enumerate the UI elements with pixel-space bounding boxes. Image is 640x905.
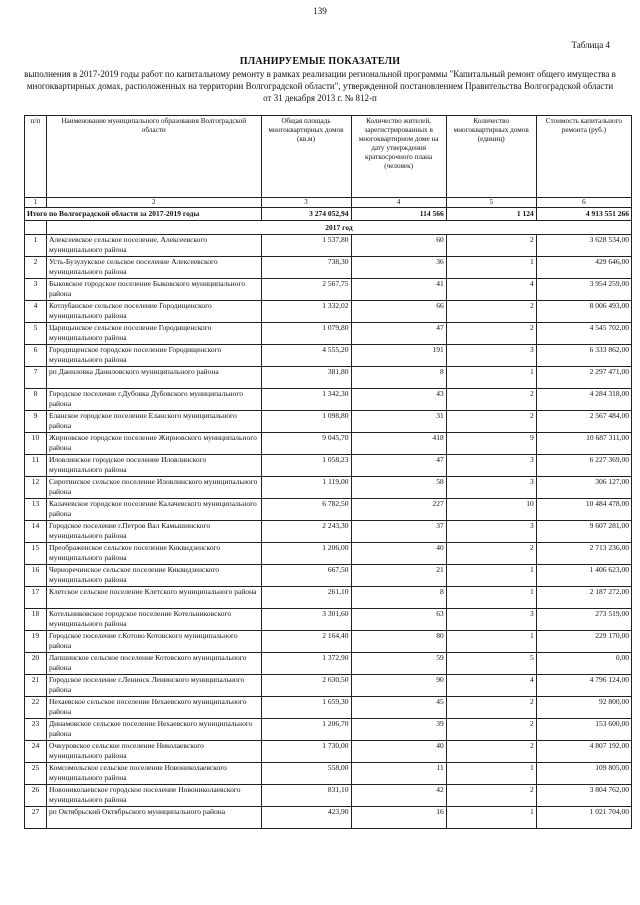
table-row xyxy=(25,455,632,477)
row-number: 13 xyxy=(25,499,47,521)
row-number: 2 xyxy=(25,257,47,279)
table-row xyxy=(25,345,632,367)
table-row xyxy=(25,543,632,565)
row-number: 8 xyxy=(25,389,47,411)
row-number: 10 xyxy=(25,433,47,455)
houses-value: 2 xyxy=(446,543,536,565)
table-row xyxy=(25,477,632,499)
area-value: 423,90 xyxy=(261,807,351,829)
houses-value: 2 xyxy=(446,389,536,411)
table-row xyxy=(25,741,632,763)
table-row xyxy=(25,719,632,741)
area-value: 558,00 xyxy=(261,763,351,785)
column-number: 4 xyxy=(351,198,446,208)
residents-value: 191 xyxy=(351,345,446,367)
residents-value: 8 xyxy=(351,587,446,609)
houses-value: 1 xyxy=(446,631,536,653)
row-number: 7 xyxy=(25,367,47,389)
year-label: 2017 год xyxy=(46,221,631,235)
year-row xyxy=(25,221,632,235)
cost-value: 109 805,00 xyxy=(536,763,631,785)
total-label: Итого по Волгоградской области за 2017-2019 годы xyxy=(25,208,262,221)
cost-value: 4 284 318,00 xyxy=(536,389,631,411)
table-row xyxy=(25,389,632,411)
municipality-name: Калачевское городское поселение Калачевского муниципального района xyxy=(46,499,261,521)
municipality-name: рп Даниловка Даниловского муниципального района xyxy=(46,367,261,389)
row-number: 17 xyxy=(25,587,47,609)
residents-value: 66 xyxy=(351,301,446,323)
municipality-name: Сиротинское сельское поселение Иловлинского муниципального района xyxy=(46,477,261,499)
table-row xyxy=(25,499,632,521)
municipality-name: Очкуровское сельское поселение Николаевского муниципального района xyxy=(46,741,261,763)
cost-value: 1 406 623,00 xyxy=(536,565,631,587)
total-cost: 4 913 551 266 xyxy=(536,208,631,221)
area-value: 1 372,90 xyxy=(261,653,351,675)
table-row xyxy=(25,279,632,301)
table-label: Таблица 4 xyxy=(571,40,610,50)
residents-value: 47 xyxy=(351,455,446,477)
row-number: 23 xyxy=(25,719,47,741)
header-houses: Количество многоквартирных домов (единиц) xyxy=(446,116,536,198)
total-residents: 114 566 xyxy=(351,208,446,221)
row-number: 18 xyxy=(25,609,47,631)
cost-value: 6 333 862,00 xyxy=(536,345,631,367)
cost-value: 229 170,00 xyxy=(536,631,631,653)
row-number: 22 xyxy=(25,697,47,719)
residents-value: 418 xyxy=(351,433,446,455)
municipality-name: Быковское городское поселение Быковского муниципального района xyxy=(46,279,261,301)
table-header-row xyxy=(25,116,632,198)
total-houses: 1 124 xyxy=(446,208,536,221)
area-value: 667,50 xyxy=(261,565,351,587)
municipality-name: Нехаевское сельское поселение Нехаевского муниципального района xyxy=(46,697,261,719)
municipality-name: Котлубанское сельское поселение Городищенского муниципального района xyxy=(46,301,261,323)
row-number: 5 xyxy=(25,323,47,345)
municipality-name: рп Октябрьский Октябрьского муниципального района xyxy=(46,807,261,829)
cost-value: 3 804 762,00 xyxy=(536,785,631,807)
table-row xyxy=(25,675,632,697)
row-number: 12 xyxy=(25,477,47,499)
area-value: 1 206,00 xyxy=(261,543,351,565)
column-number: 2 xyxy=(46,198,261,208)
row-number: 21 xyxy=(25,675,47,697)
area-value: 1 079,80 xyxy=(261,323,351,345)
area-value: 9 045,70 xyxy=(261,433,351,455)
municipality-name: Городское поселение г.Петров Вал Камышинского муниципального района xyxy=(46,521,261,543)
table-row xyxy=(25,609,632,631)
houses-value: 2 xyxy=(446,235,536,257)
houses-value: 2 xyxy=(446,741,536,763)
houses-value: 2 xyxy=(446,323,536,345)
residents-value: 8 xyxy=(351,367,446,389)
municipality-name: Котельниковское городское поселение Котельниковского муниципального района xyxy=(46,609,261,631)
cost-value: 429 646,00 xyxy=(536,257,631,279)
table-row xyxy=(25,763,632,785)
row-number: 27 xyxy=(25,807,47,829)
table-row xyxy=(25,653,632,675)
municipality-name: Динамовское сельское поселение Нехаевского муниципального района xyxy=(46,719,261,741)
cost-value: 1 021 704,00 xyxy=(536,807,631,829)
row-number: 4 xyxy=(25,301,47,323)
page-number: 139 xyxy=(313,6,327,16)
column-number-row xyxy=(25,198,632,208)
area-value: 1 537,80 xyxy=(261,235,351,257)
cost-value: 4 545 702,00 xyxy=(536,323,631,345)
row-number: 19 xyxy=(25,631,47,653)
houses-value: 9 xyxy=(446,433,536,455)
houses-value: 1 xyxy=(446,257,536,279)
column-number: 5 xyxy=(446,198,536,208)
cost-value: 10 687 311,00 xyxy=(536,433,631,455)
municipality-name: Царицынское сельское поселение Городищенского муниципального района xyxy=(46,323,261,345)
area-value: 1 730,00 xyxy=(261,741,351,763)
houses-value: 2 xyxy=(446,697,536,719)
column-number: 3 xyxy=(261,198,351,208)
municipality-name: Еланское городское поселение Еланского муниципального района xyxy=(46,411,261,433)
cost-value: 2 713 236,00 xyxy=(536,543,631,565)
houses-value: 1 xyxy=(446,565,536,587)
houses-value: 1 xyxy=(446,587,536,609)
residents-value: 40 xyxy=(351,741,446,763)
header-area: Общая площадь многоквартирных домов (кв.м) xyxy=(261,116,351,198)
cost-value: 153 600,00 xyxy=(536,719,631,741)
row-number: 24 xyxy=(25,741,47,763)
cost-value: 8 006 493,00 xyxy=(536,301,631,323)
residents-value: 60 xyxy=(351,235,446,257)
houses-value: 3 xyxy=(446,345,536,367)
residents-value: 45 xyxy=(351,697,446,719)
residents-value: 16 xyxy=(351,807,446,829)
cost-value: 306 127,00 xyxy=(536,477,631,499)
residents-value: 42 xyxy=(351,785,446,807)
houses-value: 3 xyxy=(446,521,536,543)
row-number: 9 xyxy=(25,411,47,433)
area-value: 1 206,70 xyxy=(261,719,351,741)
residents-value: 31 xyxy=(351,411,446,433)
houses-value: 10 xyxy=(446,499,536,521)
residents-value: 47 xyxy=(351,323,446,345)
cost-value: 2 187 272,00 xyxy=(536,587,631,609)
area-value: 2 567,75 xyxy=(261,279,351,301)
houses-value: 1 xyxy=(446,763,536,785)
municipality-name: Лапшинское сельское поселение Котовского муниципального района xyxy=(46,653,261,675)
row-number: 25 xyxy=(25,763,47,785)
cost-value: 6 227 369,00 xyxy=(536,455,631,477)
table-row xyxy=(25,587,632,609)
houses-value: 5 xyxy=(446,653,536,675)
residents-value: 11 xyxy=(351,763,446,785)
cost-value: 3 628 534,00 xyxy=(536,235,631,257)
residents-value: 43 xyxy=(351,389,446,411)
table-row xyxy=(25,235,632,257)
area-value: 3 301,60 xyxy=(261,609,351,631)
houses-value: 2 xyxy=(446,411,536,433)
area-value: 831,10 xyxy=(261,785,351,807)
table-row xyxy=(25,521,632,543)
area-value: 4 555,20 xyxy=(261,345,351,367)
houses-value: 2 xyxy=(446,301,536,323)
table-row xyxy=(25,367,632,389)
row-number: 14 xyxy=(25,521,47,543)
municipality-name: Иловлинское городское поселение Иловлинского муниципального района xyxy=(46,455,261,477)
area-value: 2 630,50 xyxy=(261,675,351,697)
row-number: 20 xyxy=(25,653,47,675)
houses-value: 3 xyxy=(446,455,536,477)
houses-value: 4 xyxy=(446,675,536,697)
houses-value: 2 xyxy=(446,719,536,741)
area-value: 6 782,50 xyxy=(261,499,351,521)
municipality-name: Алексеевское сельское поселение, Алексеевского муниципального района xyxy=(46,235,261,257)
residents-value: 58 xyxy=(351,477,446,499)
area-value: 381,80 xyxy=(261,367,351,389)
table-row xyxy=(25,301,632,323)
area-value: 2 243,30 xyxy=(261,521,351,543)
municipality-name: Усть-Бузулукское сельское поселение Алексеевского муниципального района xyxy=(46,257,261,279)
area-value: 1 098,80 xyxy=(261,411,351,433)
table-row xyxy=(25,807,632,829)
cost-value: 92 800,00 xyxy=(536,697,631,719)
table-row xyxy=(25,565,632,587)
header-number: п/п xyxy=(25,116,47,198)
year-spacer xyxy=(25,221,47,235)
column-number: 1 xyxy=(25,198,47,208)
residents-value: 63 xyxy=(351,609,446,631)
row-number: 11 xyxy=(25,455,47,477)
cost-value: 4 807 192,00 xyxy=(536,741,631,763)
residents-value: 227 xyxy=(351,499,446,521)
cost-value: 2 567 484,00 xyxy=(536,411,631,433)
area-value: 1 659,30 xyxy=(261,697,351,719)
table-row xyxy=(25,257,632,279)
cost-value: 3 954 259,00 xyxy=(536,279,631,301)
municipality-name: Городское поселение г.Ленинск Ленинского муниципального района xyxy=(46,675,261,697)
area-value: 1 119,00 xyxy=(261,477,351,499)
row-number: 26 xyxy=(25,785,47,807)
cost-value: 4 796 124,00 xyxy=(536,675,631,697)
total-area: 3 274 052,94 xyxy=(261,208,351,221)
table-row xyxy=(25,323,632,345)
houses-value: 4 xyxy=(446,279,536,301)
area-value: 738,30 xyxy=(261,257,351,279)
houses-value: 2 xyxy=(446,785,536,807)
residents-value: 36 xyxy=(351,257,446,279)
houses-value: 3 xyxy=(446,477,536,499)
row-number: 16 xyxy=(25,565,47,587)
table-row xyxy=(25,697,632,719)
municipality-name: Комсомольское сельское поселение Новониколаевского муниципального района xyxy=(46,763,261,785)
table-row xyxy=(25,785,632,807)
table-row xyxy=(25,631,632,653)
residents-value: 41 xyxy=(351,279,446,301)
table-row xyxy=(25,411,632,433)
area-value: 261,10 xyxy=(261,587,351,609)
cost-value: 0,00 xyxy=(536,653,631,675)
row-number: 6 xyxy=(25,345,47,367)
municipality-name: Преображенское сельское поселение Киквидзенского муниципального района xyxy=(46,543,261,565)
document-subtitle: выполнения в 2017-2019 годы работ по капитальному ремонту в рамках реализации региональной программы "Капитальный ремонт общего имущества в многоквартирных домах, расположенных на территории Волгоградской области", утвержденной постановлением Правительства Волгоградской области от 31 декабря 2013 г. № 812-п xyxy=(24,69,616,103)
cost-value: 9 607 281,00 xyxy=(536,521,631,543)
municipality-name: Черноречинское сельское поселение Киквидзенского муниципального района xyxy=(46,565,261,587)
total-row xyxy=(25,208,632,221)
residents-value: 40 xyxy=(351,543,446,565)
row-number: 1 xyxy=(25,235,47,257)
residents-value: 37 xyxy=(351,521,446,543)
municipality-name: Жирновское городское поселение Жирновского муниципального района xyxy=(46,433,261,455)
area-value: 2 164,40 xyxy=(261,631,351,653)
cost-value: 273 519,00 xyxy=(536,609,631,631)
area-value: 1 058,23 xyxy=(261,455,351,477)
table-row xyxy=(25,433,632,455)
municipality-name: Новониколаевское городское поселение Новониколаевского муниципального района xyxy=(46,785,261,807)
cost-value: 2 297 471,00 xyxy=(536,367,631,389)
residents-value: 90 xyxy=(351,675,446,697)
houses-value: 1 xyxy=(446,367,536,389)
area-value: 1 332,02 xyxy=(261,301,351,323)
houses-value: 3 xyxy=(446,609,536,631)
row-number: 3 xyxy=(25,279,47,301)
municipality-name: Городское поселение г.Котово Котовского муниципального района xyxy=(46,631,261,653)
municipality-name: Городское поселение г.Дубовка Дубовского муниципального района xyxy=(46,389,261,411)
indicators-table xyxy=(24,115,632,829)
header-residents: Количество жителей, зарегистрированных в многоквартирном доме на дату утверждения краткосрочного плана (человек) xyxy=(351,116,446,198)
header-municipality: Наименование муниципального образования Волгоградской области xyxy=(46,116,261,198)
document-title: ПЛАНИРУЕМЫЕ ПОКАЗАТЕЛИ xyxy=(239,56,401,67)
residents-value: 39 xyxy=(351,719,446,741)
cost-value: 10 484 478,00 xyxy=(536,499,631,521)
residents-value: 80 xyxy=(351,631,446,653)
column-number: 6 xyxy=(536,198,631,208)
houses-value: 1 xyxy=(446,807,536,829)
residents-value: 21 xyxy=(351,565,446,587)
area-value: 1 342,30 xyxy=(261,389,351,411)
residents-value: 59 xyxy=(351,653,446,675)
municipality-name: Клетское сельское поселение Клетского муниципального района xyxy=(46,587,261,609)
header-cost: Стоимость капитального ремонта (руб.) xyxy=(536,116,631,198)
row-number: 15 xyxy=(25,543,47,565)
municipality-name: Городищенское городское поселение Городищенского муниципального района xyxy=(46,345,261,367)
